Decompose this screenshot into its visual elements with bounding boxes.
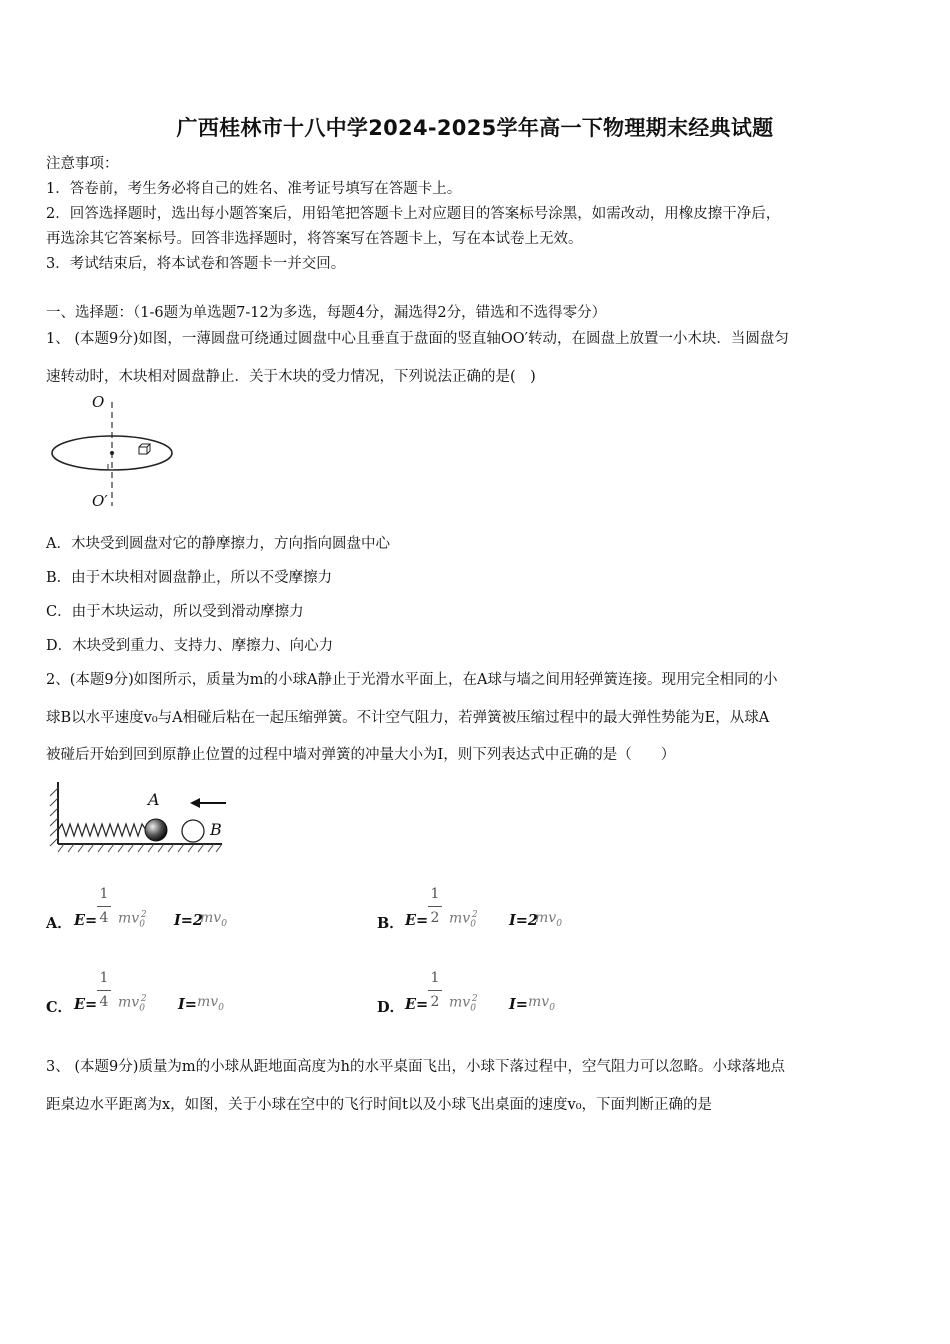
impulse-eq: I=2 — [174, 912, 204, 929]
impulse-value: $mv_0$ — [197, 994, 224, 1013]
notice-item: 2．回答选择题时，选出每小题答案后，用铅笔把答题卡上对应题目的答案标号涂黑，如需改动，用橡皮擦干净后， — [46, 206, 781, 222]
option-letter: D． — [377, 999, 405, 1016]
mass-velocity: $mv_0^2$ — [118, 910, 147, 930]
velocity-arrow-icon — [190, 798, 226, 808]
q3-stem-line: 3、 (本题9分)质量为m的小球从距地面高度为h的水平桌面飞出，小球下落过程中，空气阻力可以忽略。小球落地点 — [46, 1059, 785, 1075]
energy-eq: E= — [405, 912, 429, 929]
axis-label-top: O — [92, 393, 105, 411]
impulse-eq: I=2 — [509, 912, 539, 929]
q2-spring-figure — [46, 778, 231, 856]
ball-b — [182, 820, 204, 842]
q2-stem-line: 2、(本题9分)如图所示，质量为m的小球A静止于光滑水平面上，在A球与墙之间用轻弹簧连接。现用完全相同的小 — [46, 672, 778, 688]
energy-eq: E= — [405, 996, 429, 1013]
mass-velocity: $mv_0^2$ — [449, 994, 478, 1014]
impulse-value: $mv_0$ — [528, 994, 555, 1013]
notice-item: 1．答卷前，考生务必将自己的姓名、准考证号填写在答题卡上。 — [46, 181, 462, 197]
mass-velocity: $mv_0^2$ — [449, 910, 478, 930]
q1-option-a[interactable]: A．木块受到圆盘对它的静摩擦力，方向指向圆盘中心 — [46, 536, 390, 552]
impulse-value: $mv_0$ — [535, 910, 562, 929]
spring — [58, 824, 146, 836]
impulse-eq: I= — [178, 996, 197, 1013]
energy-eq: E= — [74, 996, 98, 1013]
fraction: 1 4 — [96, 886, 112, 930]
page-title: 广西桂林市十八中学2024-2025学年高一下物理期末经典试题 — [176, 116, 774, 140]
option-letter: B． — [377, 915, 404, 932]
wood-block — [139, 444, 150, 454]
section-heading: 一、选择题：（1-6题为单选题7-12为多选，每题4分，漏选得2分，错选和不选得零分） — [46, 305, 607, 321]
ball-a-label: A — [148, 790, 160, 809]
fraction: 1 4 — [96, 970, 112, 1014]
q2-stem-line: 球B以水平速度v₀与A相碰后粘在一起压缩弹簧。不计空气阻力，若弹簧被压缩过程中的最大弹性势能为E，从球A — [46, 710, 770, 726]
fraction: 1 2 — [427, 970, 443, 1014]
notice-item: 再选涂其它答案标号。回答非选择题时，将答案写在答题卡上，写在本试卷上无效。 — [46, 231, 583, 247]
ball-a — [145, 819, 167, 841]
notice-item: 3．考试结束后，将本试卷和答题卡一并交回。 — [46, 256, 346, 272]
axis-label-bottom: O′ — [92, 492, 108, 510]
q1-option-c[interactable]: C．由于木块运动，所以受到滑动摩擦力 — [46, 604, 304, 620]
q1-stem-line: 1、 (本题9分)如图，一薄圆盘可绕通过圆盘中心且垂直于盘面的竖直轴OO′转动，在圆盘上放置一小木块．当圆盘匀 — [46, 331, 789, 347]
option-letter: A． — [46, 915, 72, 932]
impulse-eq: I= — [509, 996, 528, 1013]
impulse-value: $mv_0$ — [200, 910, 227, 929]
option-letter: C． — [46, 999, 73, 1016]
ball-b-label: B — [210, 820, 222, 839]
notice-heading: 注意事项： — [46, 156, 119, 172]
q3-stem-line: 距桌边水平距离为x，如图，关于小球在空中的飞行时间t以及小球飞出桌面的速度v₀，下面判断正确的是 — [46, 1097, 713, 1113]
mass-velocity: $mv_0^2$ — [118, 994, 147, 1014]
q2-stem-line: 被碰后开始到回到原静止位置的过程中墙对弹簧的冲量大小为I，则下列表达式中正确的是（ ） — [46, 747, 676, 763]
energy-eq: E= — [74, 912, 98, 929]
fraction: 1 2 — [427, 886, 443, 930]
q1-stem-line: 速转动时，木块相对圆盘静止．关于木块的受力情况，下列说法正确的是( ) — [46, 369, 536, 385]
q1-option-b[interactable]: B．由于木块相对圆盘静止，所以不受摩擦力 — [46, 570, 333, 586]
q1-option-d[interactable]: D．木块受到重力、支持力、摩擦力、向心力 — [46, 638, 334, 654]
q1-disc-figure — [46, 390, 186, 515]
